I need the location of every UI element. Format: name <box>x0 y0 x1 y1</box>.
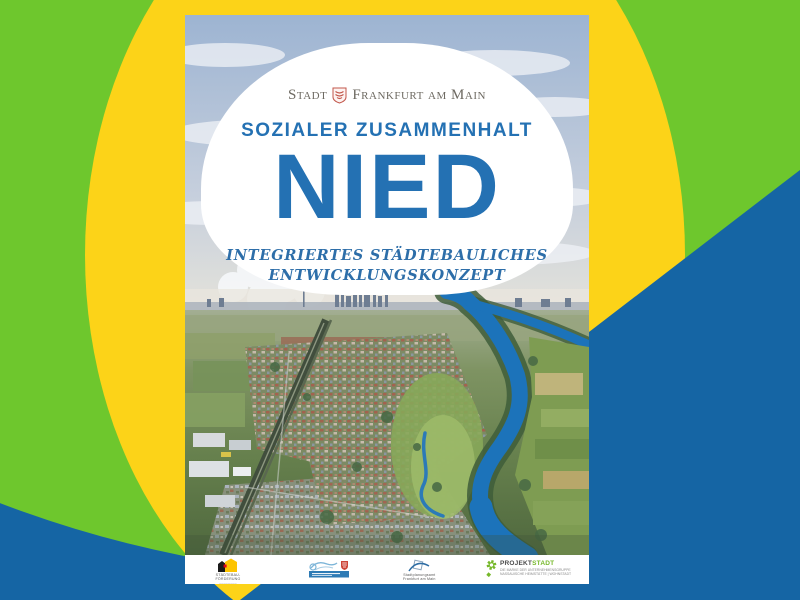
projektstadt-line-2: NASSAUISCHE HEIMSTÄTTE | WOHNSTADT <box>500 571 572 576</box>
hessen-program-icon <box>303 559 361 579</box>
stadt-frankfurt-logo <box>201 87 573 104</box>
stadtplanungsamt-icon <box>407 559 431 573</box>
projektstadt-wordmark: PROJEKTSTADT <box>500 560 555 567</box>
frankfurt-eagle-crest-icon <box>332 87 347 104</box>
frankfurt-am-main-label: Frankfurt am Main <box>352 87 486 103</box>
cover-subtitle <box>201 246 573 287</box>
report-cover-page <box>185 15 589 584</box>
spa-line-2: Frankfurt am Main <box>403 577 436 582</box>
partner-logo-bar <box>185 555 589 584</box>
staedtebaufoerderung-logo: STÄDTEBAU- FÖRDERUNG –––––––– <box>215 558 241 585</box>
projektstadt-pinwheel-icon <box>485 560 498 579</box>
spa-line-1: Stadtplanungsamt <box>403 573 436 577</box>
hessen-sozialer-zusammenhalt-logo <box>303 559 361 579</box>
program-kicker: SOZIALER ZUSAMMENHALT <box>241 120 533 141</box>
projektstadt-logo <box>485 560 571 579</box>
stadtplanungsamt-logo <box>403 559 436 581</box>
stbf-line-2: FÖRDERUNG <box>215 577 241 582</box>
title-blob <box>201 43 573 295</box>
projektstadt-line-1: DIE MARKE DER UNTERNEHMENSGRUPPE <box>500 567 571 572</box>
subtitle-line-2: ENTWICKLUNGSKONZEPT <box>268 267 506 285</box>
staedtebaufoerderung-icon <box>215 558 241 573</box>
cover-title: NIED <box>273 136 501 238</box>
stbf-line-1: STÄDTEBAU- <box>215 573 241 577</box>
stadt-label: Stadt <box>288 87 328 103</box>
subtitle-line-1: INTEGRIERTES STÄDTEBAULICHES <box>226 247 548 264</box>
